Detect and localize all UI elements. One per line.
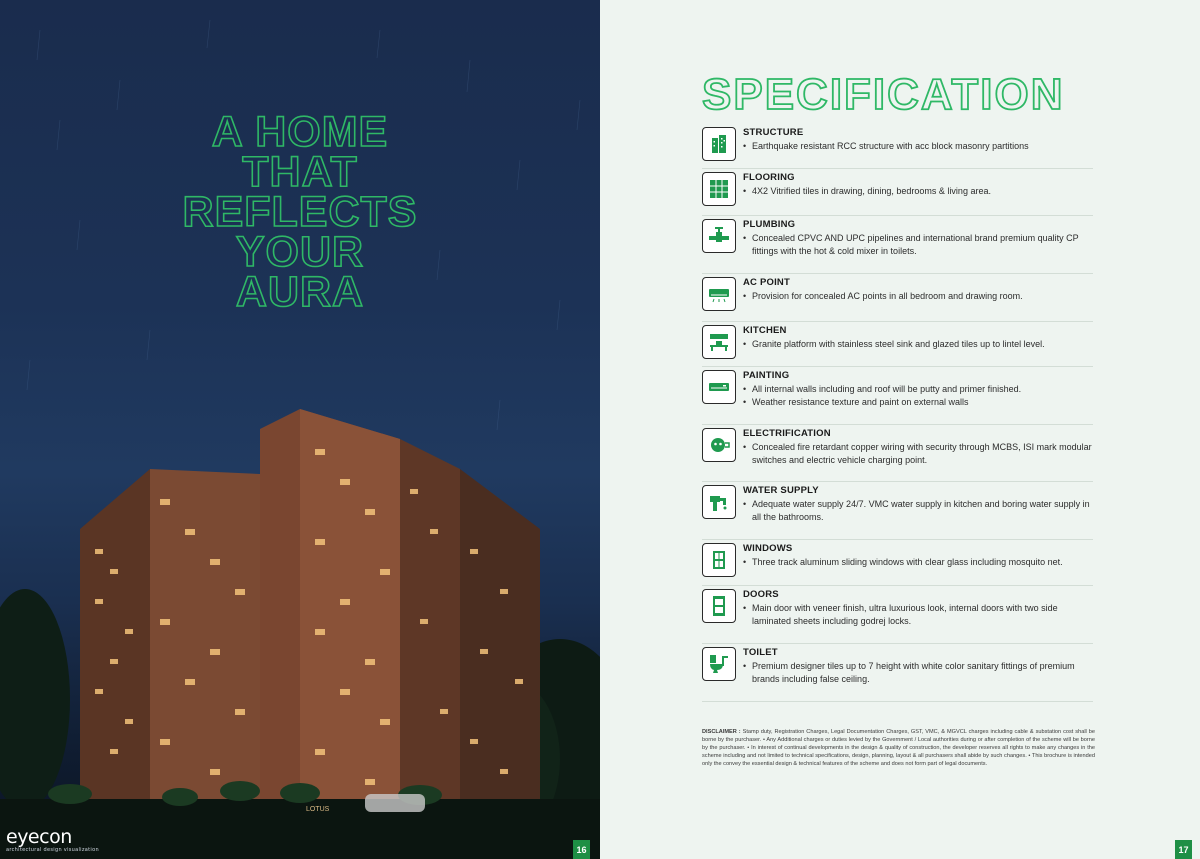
headline-line: THAT: [242, 148, 358, 196]
spec-item-flooring: [702, 169, 1093, 216]
headline-line: REFLECTS: [182, 188, 418, 236]
spec-heading: TOILET: [743, 647, 778, 658]
spec-text: [743, 370, 1093, 409]
specification-list: [702, 124, 1093, 702]
building-sign: LOTUS: [306, 806, 330, 813]
spec-text: [743, 325, 1093, 351]
spec-heading: PAINTING: [743, 370, 790, 381]
logo-tagline: architectural design visualization: [6, 847, 99, 853]
spec-bullet: • Three track aluminum sliding windows with clear glass including mosquito net.: [743, 556, 1093, 569]
spec-bullet: • Premium designer tiles up to 7 height with white color sanitary fittings of premium brands including false ceiling.: [743, 660, 1093, 686]
page-title: SPECIFICATION: [702, 70, 1065, 119]
headline-line: AURA: [235, 268, 365, 316]
spec-bullet: • Provision for concealed AC points in all bedroom and drawing room.: [743, 290, 1093, 303]
spec-bullet: • Adequate water supply 24/7. VMC water supply in kitchen and boring water supply in all the bathrooms.: [743, 498, 1093, 524]
spec-bullet: • Concealed CPVC AND UPC pipelines and international brand premium quality CP fittings with the hot & cold mixer in toilets.: [743, 232, 1093, 258]
page-number-left: 16: [573, 840, 590, 859]
spec-bullet: • 4X2 Vitrified tiles in drawing, dining, bedrooms & living area.: [743, 185, 1093, 198]
spec-bullet: • Concealed fire retardant copper wiring with security through MCBS, ISI mark modular switches and electric vehicle charging point.: [743, 441, 1093, 467]
spec-heading: ELECTRIFICATION: [743, 428, 831, 439]
headline-line: YOUR: [235, 228, 365, 276]
door-icon: [702, 589, 736, 623]
spec-item-doors: [702, 586, 1093, 644]
water-tap-icon: [702, 485, 736, 519]
tiles-icon: [702, 172, 736, 206]
logo-name: eyecon: [6, 826, 72, 848]
spec-text: [743, 485, 1093, 524]
air-conditioner-icon: [702, 277, 736, 311]
spec-text: [743, 647, 1093, 686]
building-illustration: [0, 399, 600, 859]
disclaimer: [702, 728, 1095, 768]
spec-item-plumbing: [702, 216, 1093, 274]
kitchen-icon: [702, 325, 736, 359]
window-icon: [702, 543, 736, 577]
toilet-icon: [702, 647, 736, 681]
spec-bullet: • Granite platform with stainless steel sink and glazed tiles up to lintel level.: [743, 338, 1093, 351]
spec-heading: DOORS: [743, 589, 779, 600]
spec-item-electrification: [702, 425, 1093, 482]
building-icon: [702, 127, 736, 161]
spec-item-kitchen: [702, 322, 1093, 367]
disclaimer-label: DISCLAIMER :: [702, 729, 741, 735]
paint-icon: [702, 370, 736, 404]
spec-text: [743, 589, 1093, 628]
spec-heading: PLUMBING: [743, 219, 796, 230]
page-number-right: 17: [1175, 840, 1192, 859]
headline: [150, 108, 450, 316]
spec-bullet: • Main door with veneer finish, ultra luxurious look, internal doors with two side laminated sheets including godrej locks.: [743, 602, 1093, 628]
spec-heading: STRUCTURE: [743, 127, 804, 138]
electric-socket-icon: [702, 428, 736, 462]
spec-item-painting: [702, 367, 1093, 425]
spec-item-water-supply: [702, 482, 1093, 540]
headline-line: A HOME: [211, 108, 389, 156]
spec-item-toilet: [702, 644, 1093, 702]
spec-heading: WATER SUPPLY: [743, 485, 819, 496]
spec-bullet: • Weather resistance texture and paint on external walls: [743, 396, 1093, 409]
spec-text: [743, 543, 1093, 569]
spec-heading: KITCHEN: [743, 325, 787, 336]
pipe-valve-icon: [702, 219, 736, 253]
spec-heading: WINDOWS: [743, 543, 793, 554]
spec-bullet: • Earthquake resistant RCC structure with acc block masonry partitions: [743, 140, 1093, 153]
spec-item-structure: [702, 124, 1093, 169]
spec-heading: AC POINT: [743, 277, 790, 288]
spec-text: [743, 127, 1093, 153]
eyecon-logo: [6, 827, 99, 853]
disclaimer-text: Stamp duty, Registration Charges, Legal Documentation Charges, GST, VMC, & MGVCL charges including cable & substation cost shall be borne by the purchaser. • Any Additional charges or duties levied by the Government / Local authorities during or after completion of the scheme will be borne by the purchaser. • In interest of continual developments in the design & quality of construction, the developer reserves all rights to make any changes in the scheme including and not limited to technical specifications, design, planning, layout & all purchasers shall abide by such changes. • This brochure is intended only the convey the essential design & technical features of the scheme and does not form part of legal documents.: [702, 729, 1095, 767]
spec-item-ac-point: [702, 274, 1093, 322]
spec-text: [743, 428, 1093, 467]
spec-text: [743, 219, 1093, 258]
spec-heading: FLOORING: [743, 172, 795, 183]
right-page: [600, 0, 1200, 859]
spec-text: [743, 172, 1093, 198]
spec-bullet: • All internal walls including and roof will be putty and primer finished.: [743, 383, 1093, 396]
spec-text: [743, 277, 1093, 303]
spec-item-windows: [702, 540, 1093, 586]
